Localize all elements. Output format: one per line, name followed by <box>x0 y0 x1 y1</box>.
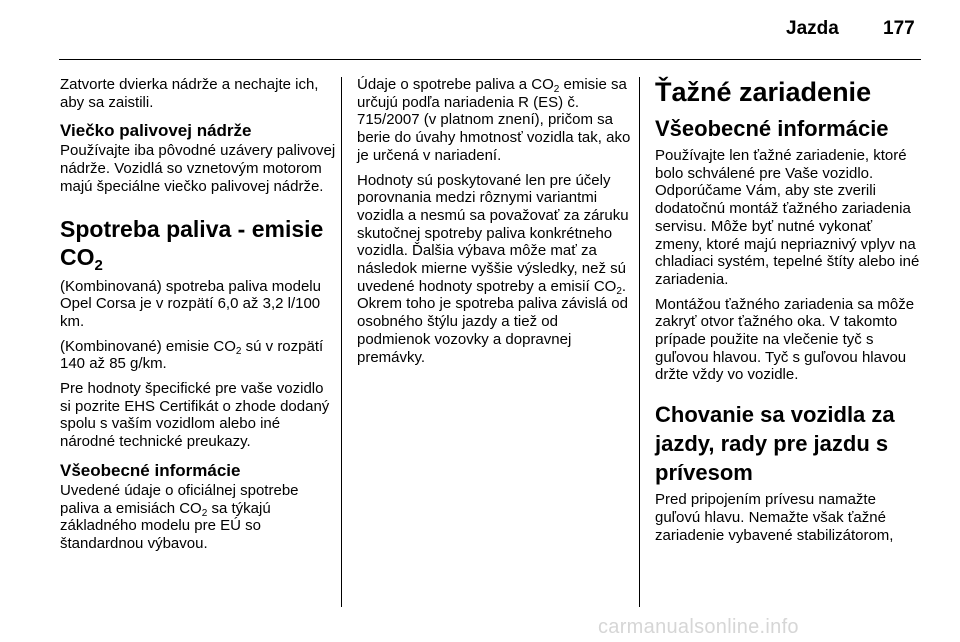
values-text-a: Hodnoty sú poskytované len pre účely porovnania medzi rôznymi variantmi vozidla a nesmú sa považovať za záruku skutočnej spotreby paliva konkrétneho vozidla. Ďalšia výbava môže mať za následok mierne vyššie výsledky, než sú uvedené hodnoty spotreby a emisií CO <box>357 171 629 295</box>
emissions-subscript: 2 <box>235 345 242 357</box>
towing-general-heading: Všeobecné informácie <box>655 116 889 141</box>
regulation-text-a: Údaje o spotrebe paliva a CO <box>357 76 554 93</box>
intro-paragraph: Zatvorte dvierka nádrže a nechajte ich, aby sa zaistili. <box>60 76 319 111</box>
consumption-heading-subscript: 2 <box>94 256 103 274</box>
towing-general-paragraph: Používajte len ťažné zariadenie, ktoré bolo schválené pre Vaše vozidlo. Odporúčame Vám, aby ste zverili dodatočnú montáž ťažného zariadenia servisu. Môže byť nutné vykonať zmeny, ktoré majú nepriaznivý vplyv na chladiaci systém, tepelné štíty alebo iné zariadenia. <box>655 147 920 288</box>
trailer-driving-heading: Chovanie sa vozidla za jazdy, rady pre jazdu s prívesom <box>655 402 895 486</box>
general-info-text-b: sa týkajú základného modelu pre EÚ so štandardnou výbavou. <box>60 499 271 552</box>
fuel-cap-paragraph: Používajte iba pôvodné uzávery palivovej nádrže. Vozidlá so vznetovým motorom majú špeciálne viečko palivovej nádrže. <box>60 142 336 195</box>
towing-section-title: Ťažné zariadenie <box>655 77 872 107</box>
values-text-b: . Okrem toho je spotreba paliva závislá od osobného štýlu jazdy a tiež od podmienok vozovky a dopravnej premávky. <box>357 277 628 366</box>
values-subscript: 2 <box>616 285 622 297</box>
consumption-heading-text: Spotreba paliva - emisie CO <box>60 215 324 270</box>
consumption-heading <box>60 215 338 274</box>
general-info-text-a: Uvedené údaje o oficiálnej spotrebe paliva a emisiách CO <box>60 481 299 517</box>
tow-bar-paragraph: Montážou ťažného zariadenia sa môže zakryť otvor ťažného oka. V takomto prípade použite na vlečenie tyč s guľovou hlavou. Tyč s guľovou hlavou držte vždy vo vozidle. <box>655 295 915 384</box>
fuel-cap-heading: Viečko palivovej nádrže <box>60 121 252 141</box>
general-info-heading: Všeobecné informácie <box>60 460 241 480</box>
watermark: carmanualsonline.info <box>598 616 799 638</box>
regulation-subscript: 2 <box>553 84 560 95</box>
regulation-text-b: emisie sa určujú podľa nariadenia R (ES) č. 715/2007 (v platnom znení), pričom sa berie do úvahy hmotnosť vozidla tak, ako je určená v nariadení. <box>357 76 631 164</box>
column-left <box>60 76 338 560</box>
trailer-driving-paragraph: Pred pripojením prívesu namažte guľovú hlavu. Nemažte však ťažné zariadenie vybavené stabilizátorom, <box>655 491 894 544</box>
general-info-paragraph <box>60 482 338 553</box>
certificate-paragraph: Pre hodnoty špecifické pre vaše vozidlo si pozrite EHS Certifikát o zhode dodaný spolu s vaším vozidlom alebo iné národné technické preukazy. <box>60 380 330 451</box>
general-info-subscript: 2 <box>201 507 208 519</box>
emissions-paragraph <box>60 338 338 373</box>
chapter-title: Jazda <box>786 18 839 39</box>
values-paragraph <box>357 172 635 367</box>
column-right <box>655 76 923 551</box>
consumption-paragraph: (Kombinovaná) spotreba paliva modelu Opel Corsa je v rozpätí 6,0 až 3,2 l/100 km. <box>60 277 321 330</box>
column-divider-right <box>639 77 640 607</box>
page-header <box>0 0 960 60</box>
regulation-paragraph <box>357 76 635 165</box>
page-number: 177 <box>883 18 915 39</box>
column-divider-left <box>341 77 342 607</box>
column-middle <box>357 76 635 373</box>
header-divider <box>59 59 921 60</box>
emissions-text-b: sú v rozpätí 140 až 85 g/km. <box>60 337 324 373</box>
emissions-text-a: (Kombinované) emisie CO <box>60 337 236 355</box>
